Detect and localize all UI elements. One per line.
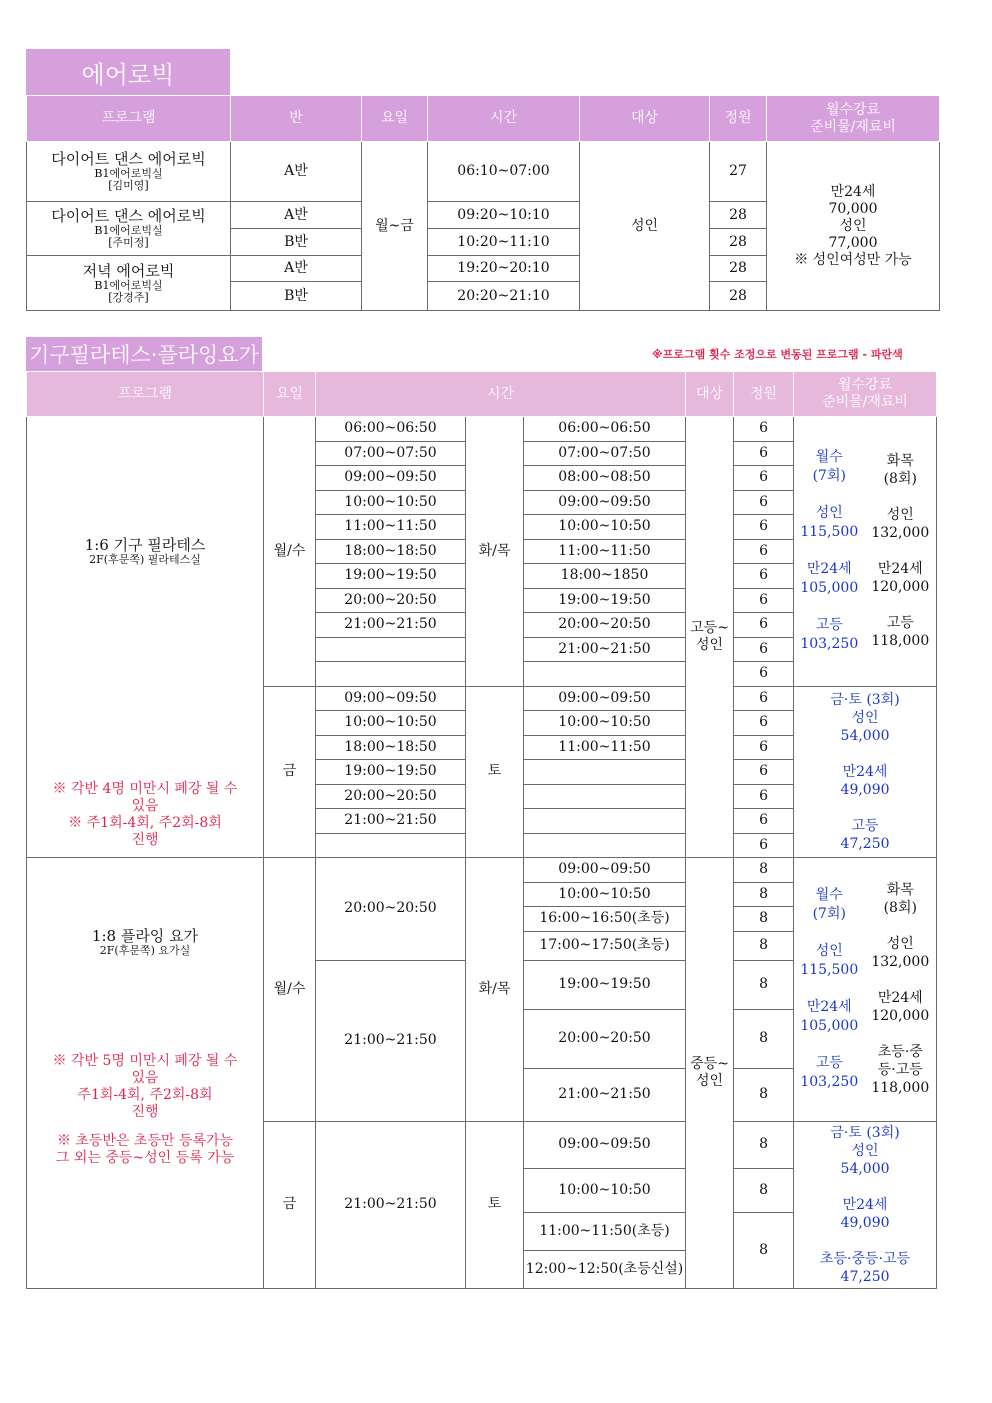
time-cell: 20:00~20:50 xyxy=(316,784,466,809)
time-cell: 21:00~21:50 xyxy=(316,613,466,638)
time-cell xyxy=(316,637,466,662)
time-cell: 09:20~10:10 xyxy=(428,202,580,229)
header-fee: 월수강료 준비물/재료비 xyxy=(794,372,937,417)
capacity-cell: 28 xyxy=(710,282,767,311)
header-capacity: 정원 xyxy=(734,372,794,417)
capacity-cell: 8 xyxy=(734,882,794,907)
capacity-cell: 6 xyxy=(734,637,794,662)
capacity-cell: 6 xyxy=(734,686,794,711)
target-cell: 고등~ 성인 xyxy=(686,417,734,858)
yoga-program-cell: 1:8 플라잉 요가 2F(후문쪽) 요가실 ※ 각반 5명 미만시 폐강 될 수 있음 주1회-4회, 주2회-8회 진행 xyxy=(27,858,264,1122)
ban-cell: B반 xyxy=(231,282,362,311)
time-cell: 19:00~19:50 xyxy=(316,760,466,785)
capacity-cell: 6 xyxy=(734,539,794,564)
aerobic-title: 에어로빅 xyxy=(26,49,230,95)
day-cell: 월~금 xyxy=(362,142,428,311)
day-cell: 월/수 xyxy=(264,858,316,1122)
program-cell: 다이어트 댄스 에어로빅 B1에어로빅실 [주미정] xyxy=(27,202,231,256)
capacity-cell: 6 xyxy=(734,809,794,834)
capacity-cell: 6 xyxy=(734,441,794,466)
time-cell: 16:00~16:50(초등) xyxy=(524,907,686,932)
header-program: 프로그램 xyxy=(27,372,264,417)
ban-cell: A반 xyxy=(231,256,362,282)
capacity-cell: 8 xyxy=(734,931,794,960)
time-cell: 20:00~20:50 xyxy=(316,588,466,613)
capacity-cell: 6 xyxy=(734,833,794,858)
target-cell: 중등~ 성인 xyxy=(686,858,734,1289)
time-cell: 06:10~07:00 xyxy=(428,142,580,202)
time-cell: 20:00~20:50 xyxy=(316,858,466,961)
capacity-cell: 8 xyxy=(734,960,794,1009)
capacity-cell: 28 xyxy=(710,202,767,229)
time-cell xyxy=(524,809,686,834)
time-cell: 09:00~09:50 xyxy=(316,686,466,711)
capacity-cell: 8 xyxy=(734,1121,794,1168)
time-cell: 10:00~10:50 xyxy=(524,1168,686,1212)
time-cell: 09:00~09:50 xyxy=(316,466,466,491)
capacity-cell: 8 xyxy=(734,907,794,932)
capacity-cell: 28 xyxy=(710,256,767,282)
time-cell: 21:00~21:50 xyxy=(316,960,466,1121)
day-cell: 화/목 xyxy=(466,858,524,1122)
time-cell xyxy=(316,662,466,687)
time-cell: 07:00~07:50 xyxy=(316,441,466,466)
header-time: 시간 xyxy=(316,372,686,417)
time-cell: 10:00~10:50 xyxy=(316,490,466,515)
time-cell: 09:00~09:50 xyxy=(524,490,686,515)
aerobic-table xyxy=(26,95,940,311)
day-cell: 금 xyxy=(264,686,316,858)
time-cell: 21:00~21:50 xyxy=(316,809,466,834)
time-cell: 21:00~21:50 xyxy=(316,1121,466,1288)
time-cell: 18:00~18:50 xyxy=(316,735,466,760)
capacity-cell: 6 xyxy=(734,711,794,736)
capacity-cell: 6 xyxy=(734,564,794,589)
capacity-cell: 27 xyxy=(710,142,767,202)
time-cell: 11:00~11:50 xyxy=(316,515,466,540)
time-cell: 11:00~11:50 xyxy=(524,735,686,760)
capacity-cell: 6 xyxy=(734,515,794,540)
time-cell: 10:00~10:50 xyxy=(524,515,686,540)
pilates-yoga-table xyxy=(26,371,937,1289)
time-cell: 11:00~11:50 xyxy=(524,539,686,564)
time-cell: 09:00~09:50 xyxy=(524,686,686,711)
time-cell: 10:00~10:50 xyxy=(524,882,686,907)
time-cell xyxy=(524,784,686,809)
time-cell: 08:00~08:50 xyxy=(524,466,686,491)
time-cell: 20:00~20:50 xyxy=(524,613,686,638)
time-cell: 19:00~19:50 xyxy=(524,588,686,613)
time-cell: 17:00~17:50(초등) xyxy=(524,931,686,960)
day-cell: 금 xyxy=(264,1121,316,1288)
header-time: 시간 xyxy=(428,96,580,142)
ban-cell: A반 xyxy=(231,202,362,229)
program-cell: 저녁 에어로빅 B1에어로빅실 [강경주] xyxy=(27,256,231,311)
ban-cell: B반 xyxy=(231,229,362,256)
time-cell: 18:00~18:50 xyxy=(316,539,466,564)
fee-fs-cell: 금·토 (3회) 성인 54,000 만24세 49,090 고등 47,250 xyxy=(794,686,937,858)
time-cell: 09:00~09:50 xyxy=(524,858,686,883)
day-cell: 토 xyxy=(466,1121,524,1288)
time-cell: 07:00~07:50 xyxy=(524,441,686,466)
capacity-cell: 6 xyxy=(734,735,794,760)
day-cell: 화/목 xyxy=(466,417,524,687)
program-cell: 다이어트 댄스 에어로빅 B1에어로빅실 [김미영] xyxy=(27,142,231,202)
fee-mw-cell: 월수 (7회) 성인 115,500 만24세 105,000 고등 103,250 xyxy=(794,417,865,687)
header-target: 대상 xyxy=(580,96,710,142)
capacity-cell: 6 xyxy=(734,760,794,785)
time-cell: 19:20~20:10 xyxy=(428,256,580,282)
header-day: 요일 xyxy=(362,96,428,142)
time-cell xyxy=(524,833,686,858)
notice-text: ※프로그램 횟수 조정으로 변동된 프로그램 - 파란색 xyxy=(652,348,903,361)
ban-cell: A반 xyxy=(231,142,362,202)
time-cell: 19:00~19:50 xyxy=(524,960,686,1009)
capacity-cell: 8 xyxy=(734,1168,794,1212)
time-cell: 12:00~12:50(초등신설) xyxy=(524,1250,686,1288)
capacity-cell: 6 xyxy=(734,588,794,613)
time-cell: 20:20~21:10 xyxy=(428,282,580,311)
pilates-note-cell: ※ 각반 4명 미만시 폐강 될 수 있음 ※ 주1회-4회, 주2회-8회 진행 xyxy=(27,686,264,858)
header-program: 프로그램 xyxy=(27,96,231,142)
target-cell: 성인 xyxy=(580,142,710,311)
header-fee: 월수강료 준비물/재료비 xyxy=(767,96,940,142)
capacity-cell: 6 xyxy=(734,490,794,515)
time-cell: 09:00~09:50 xyxy=(524,1121,686,1168)
time-cell xyxy=(316,833,466,858)
header-capacity: 정원 xyxy=(710,96,767,142)
capacity-cell: 6 xyxy=(734,662,794,687)
time-cell: 19:00~19:50 xyxy=(316,564,466,589)
capacity-cell: 6 xyxy=(734,466,794,491)
capacity-cell: 6 xyxy=(734,784,794,809)
fee-tt-cell: 화목 (8회) 성인 132,000 만24세 120,000 초등·중 등·고등 118,000 xyxy=(865,858,937,1122)
time-cell: 21:00~21:50 xyxy=(524,637,686,662)
fee-mw-cell: 월수 (7회) 성인 115,500 만24세 105,000 고등 103,250 xyxy=(794,858,865,1122)
fee-cell: 만24세 70,000 성인 77,000 ※ 성인여성만 가능 xyxy=(767,142,940,311)
yoga-note-cell: ※ 초등반은 초등만 등록가능 그 외는 중등~성인 등록 가능 xyxy=(27,1121,264,1288)
time-cell: 10:00~10:50 xyxy=(524,711,686,736)
time-cell: 10:20~11:10 xyxy=(428,229,580,256)
header-target: 대상 xyxy=(686,372,734,417)
capacity-cell: 8 xyxy=(734,1009,794,1068)
time-cell: 20:00~20:50 xyxy=(524,1009,686,1068)
capacity-cell: 8 xyxy=(734,1068,794,1121)
time-cell xyxy=(524,662,686,687)
header-day: 요일 xyxy=(264,372,316,417)
capacity-cell: 28 xyxy=(710,229,767,256)
pilates-program-cell: 1:6 기구 필라테스 2F(후문쪽) 필라테스실 xyxy=(27,417,264,687)
day-cell: 토 xyxy=(466,686,524,858)
capacity-cell: 8 xyxy=(734,1212,794,1288)
capacity-cell: 6 xyxy=(734,417,794,442)
time-cell: 11:00~11:50(초등) xyxy=(524,1212,686,1250)
pilates-title: 기구필라테스·플라잉요가 xyxy=(26,337,262,371)
time-cell: 10:00~10:50 xyxy=(316,711,466,736)
fee-fs-cell: 금·토 (3회) 성인 54,000 만24세 49,090 초등·중등·고등 47,250 xyxy=(794,1121,937,1288)
time-cell: 06:00~06:50 xyxy=(316,417,466,442)
time-cell: 18:00~1850 xyxy=(524,564,686,589)
capacity-cell: 6 xyxy=(734,613,794,638)
day-cell: 월/수 xyxy=(264,417,316,687)
time-cell: 06:00~06:50 xyxy=(524,417,686,442)
time-cell: 21:00~21:50 xyxy=(524,1068,686,1121)
fee-tt-cell: 화목 (8회) 성인 132,000 만24세 120,000 고등 118,000 xyxy=(865,417,937,687)
header-ban: 반 xyxy=(231,96,362,142)
time-cell xyxy=(524,760,686,785)
capacity-cell: 8 xyxy=(734,858,794,883)
